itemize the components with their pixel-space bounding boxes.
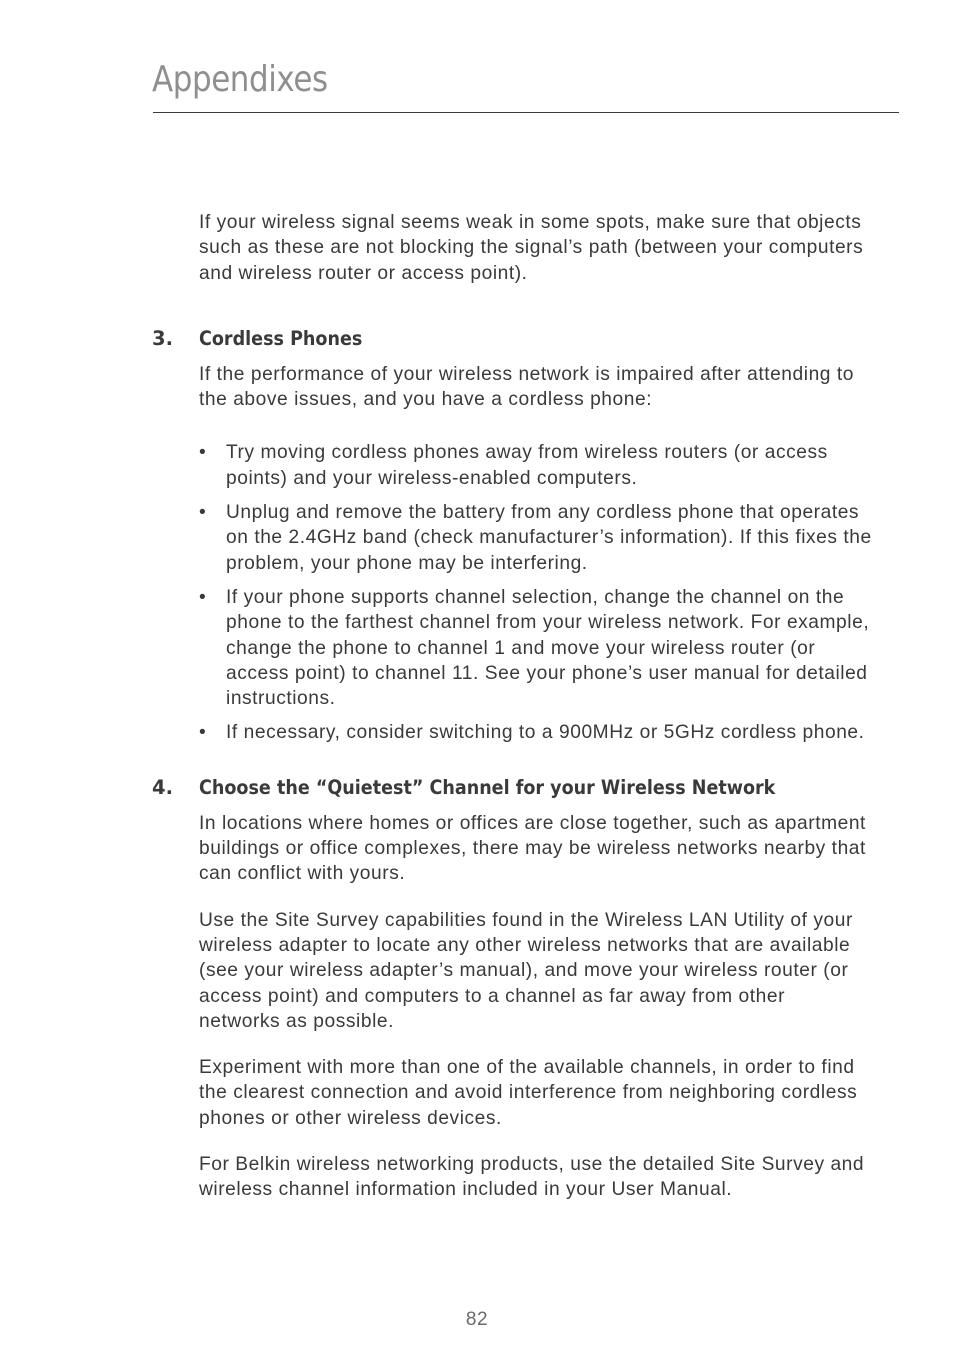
section-heading-quietest-channel [152, 775, 872, 801]
section-heading-cordless-phones [152, 326, 872, 352]
list-item-text: Try moving cordless phones away from wireless routers (or access points) and your wireless-enabled computers. [226, 442, 828, 489]
section-paragraph: Use the Site Survey capabilities found in the Wireless LAN Utility of your wireless adapter to locate any other wireless networks that are available (see your wireless adapter’s manual), and move your wireless router (or access point) and computers to a channel as far away from other networks as possible. [199, 909, 853, 1032]
bullet-list [152, 440, 872, 745]
section-number: 4. [152, 775, 173, 799]
page-content [152, 210, 872, 1203]
section-number: 3. [152, 326, 173, 350]
section-paragraph: For Belkin wireless networking products, use the detailed Site Survey and wireless channel information included in your User Manual. [199, 1154, 865, 1201]
page-number: 82 [465, 1309, 489, 1330]
section-title: Choose the “Quietest” Channel for your Wireless Network [199, 775, 776, 799]
bullet-icon: • [199, 722, 207, 744]
bullet-icon: • [199, 586, 207, 608]
section-paragraph: In locations where homes or offices are close together, such as apartment buildings or office complexes, there may be wireless networks nearby that can conflict with yours. [199, 812, 866, 885]
bullet-icon: • [199, 442, 207, 464]
list-item-text: Unplug and remove the battery from any cordless phone that operates on the 2.4GHz band (check manufacturer’s information). If this fixes the problem, your phone may be interfering. [226, 502, 872, 574]
intro-paragraph: If your wireless signal seems weak in some spots, make sure that objects such as these are not blocking the signal’s path (between your computers and wireless router or access point). [199, 212, 864, 284]
section-title: Cordless Phones [199, 326, 363, 350]
list-item [199, 440, 872, 491]
list-item-text: If your phone supports channel selection, change the channel on the phone to the farthest channel from your wireless network. For example, change the phone to channel 1 and move your wireless router (or access point) to channel 11. See your phone’s user manual for detailed instructions. [226, 586, 870, 710]
list-item-text: If necessary, consider switching to a 900MHz or 5GHz cordless phone. [226, 722, 865, 744]
list-item [199, 720, 872, 745]
section-paragraph: Experiment with more than one of the available channels, in order to find the clearest connection and avoid interference from neighboring cordless phones or other wireless devices. [199, 1057, 858, 1129]
bullet-icon: • [199, 502, 207, 524]
header-divider [153, 112, 899, 113]
page-section-title: Appendixes [152, 59, 328, 100]
list-item [199, 500, 872, 576]
section-paragraph: If the performance of your wireless network is impaired after attending to the above issues, and you have a cordless phone: [199, 363, 854, 411]
list-item [199, 585, 872, 711]
